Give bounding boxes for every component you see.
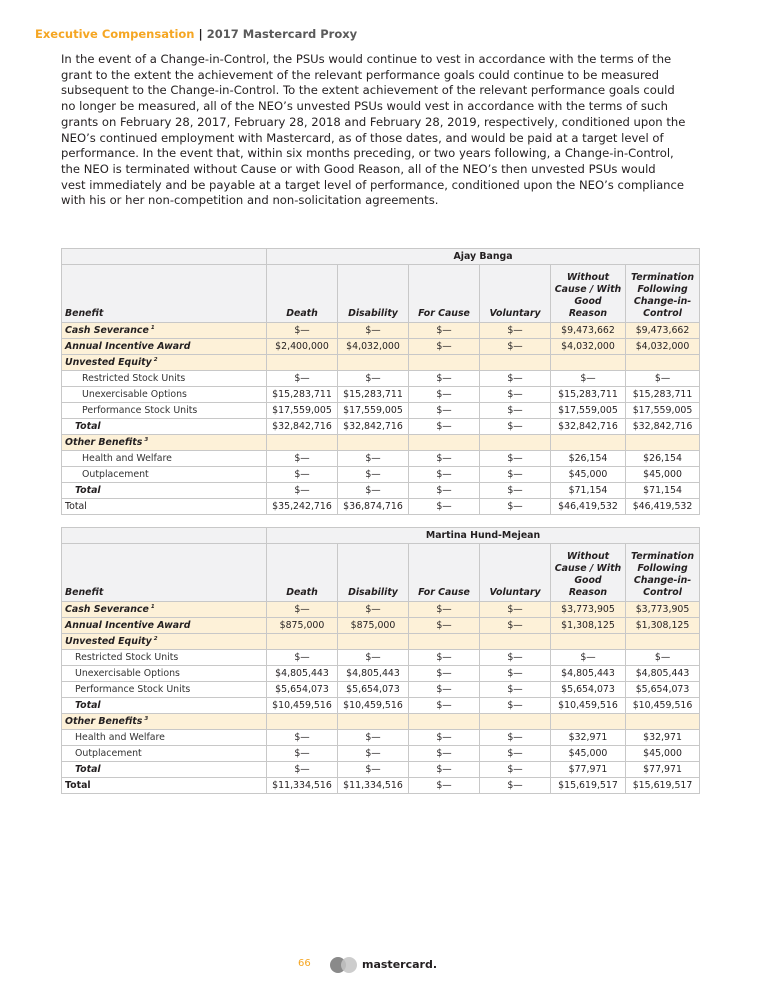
cell-without-cause: $32,842,716: [551, 419, 626, 435]
row-label-text: Total: [75, 421, 101, 432]
row-label: [62, 602, 267, 618]
cell-without-cause: $—: [551, 650, 626, 666]
table-row: [62, 323, 700, 339]
paragraph-line: the NEO is terminated without Cause or with Good Reason, all of the NEO’s then unvested PSUs would: [61, 161, 656, 176]
cell-death: $—: [267, 650, 338, 666]
cell-death: $—: [267, 467, 338, 483]
table-row: [62, 419, 700, 435]
row-label: [62, 323, 267, 339]
paragraph-line: performance. In the event that, within six months preceding, or two years following, a Change-in-Control,: [61, 146, 674, 161]
section-title: Executive Compensation: [35, 27, 195, 41]
cell-disability: $4,032,000: [338, 339, 409, 355]
cell-voluntary: $—: [480, 451, 551, 467]
cell-disability: $5,654,073: [338, 682, 409, 698]
cell-termination-cic: [626, 435, 700, 451]
cell-voluntary: $—: [480, 602, 551, 618]
cell-voluntary: [480, 435, 551, 451]
row-label-text: Other Benefits: [65, 437, 143, 449]
cell-without-cause: $32,971: [551, 730, 626, 746]
cell-for-cause: $—: [409, 602, 480, 618]
cell-disability: $—: [338, 323, 409, 339]
table-row: [62, 698, 700, 714]
cell-voluntary: $—: [480, 403, 551, 419]
table-row: [62, 730, 700, 746]
column-header-disability: Disability: [338, 265, 409, 323]
cell-death: [267, 714, 338, 730]
cell-termination-cic: [626, 634, 700, 650]
row-label-text: Total: [65, 780, 91, 791]
column-header-without-cause: Without Cause / With Good Reason: [551, 265, 626, 323]
cell-voluntary: $—: [480, 618, 551, 634]
footnote-marker: 2: [153, 356, 158, 363]
cell-for-cause: $—: [409, 499, 480, 515]
cell-death: $11,334,516: [267, 778, 338, 794]
cell-without-cause: [551, 435, 626, 451]
cell-death: $35,242,716: [267, 499, 338, 515]
cell-without-cause: $10,459,516: [551, 698, 626, 714]
row-label: [62, 762, 267, 778]
paragraph-line: NEO’s continued employment with Mastercard, as of those dates, and would be paid at a target level of: [61, 130, 664, 145]
cell-voluntary: [480, 714, 551, 730]
row-label: [62, 650, 267, 666]
cell-voluntary: $—: [480, 650, 551, 666]
cell-death: $10,459,516: [267, 698, 338, 714]
cell-disability: $17,559,005: [338, 403, 409, 419]
cell-disability: [338, 714, 409, 730]
header-spacer: [62, 249, 267, 265]
cell-for-cause: $—: [409, 403, 480, 419]
cell-death: $—: [267, 602, 338, 618]
cell-voluntary: $—: [480, 682, 551, 698]
paragraph-line: with his or her non-competition and non-solicitation agreements.: [61, 193, 439, 208]
page-footer: [0, 956, 768, 976]
cell-for-cause: $—: [409, 483, 480, 499]
footnote-marker: 3: [144, 436, 149, 443]
cell-without-cause: $9,473,662: [551, 323, 626, 339]
row-label: [62, 618, 267, 634]
row-label: [62, 451, 267, 467]
cell-without-cause: $17,559,005: [551, 403, 626, 419]
cell-termination-cic: $15,283,711: [626, 387, 700, 403]
executive-name: Ajay Banga: [267, 249, 700, 265]
cell-termination-cic: $32,842,716: [626, 419, 700, 435]
brand-name: mastercard.: [362, 958, 437, 971]
cell-voluntary: $—: [480, 730, 551, 746]
row-label-text: Outplacement: [82, 469, 149, 480]
cell-termination-cic: $77,971: [626, 762, 700, 778]
table-row: [62, 762, 700, 778]
row-label-text: Restricted Stock Units: [75, 652, 179, 663]
row-label: [62, 714, 267, 730]
cell-for-cause: $—: [409, 451, 480, 467]
cell-termination-cic: $71,154: [626, 483, 700, 499]
cell-voluntary: $—: [480, 323, 551, 339]
cell-death: [267, 634, 338, 650]
row-label: [62, 778, 267, 794]
paragraph-line: no longer be measured, all of the NEO’s unvested PSUs would vest in accordance with the terms of such: [61, 99, 669, 114]
row-label-text: Unvested Equity: [65, 357, 152, 369]
row-label-text: Health and Welfare: [75, 732, 165, 743]
row-label: [62, 698, 267, 714]
column-header-disability: Disability: [338, 544, 409, 602]
document-title: 2017 Mastercard Proxy: [206, 27, 358, 41]
table-row: [62, 602, 700, 618]
cell-disability: $—: [338, 451, 409, 467]
cell-death: $—: [267, 762, 338, 778]
cell-voluntary: $—: [480, 666, 551, 682]
row-label-text: Outplacement: [75, 748, 142, 759]
cell-for-cause: $—: [409, 323, 480, 339]
cell-disability: $15,283,711: [338, 387, 409, 403]
cell-death: $—: [267, 483, 338, 499]
row-label-text: Total: [75, 764, 101, 775]
table-row: [62, 387, 700, 403]
cell-without-cause: $3,773,905: [551, 602, 626, 618]
cell-for-cause: $—: [409, 339, 480, 355]
table-row: [62, 499, 700, 515]
row-label: [62, 682, 267, 698]
cell-for-cause: $—: [409, 746, 480, 762]
cell-termination-cic: $46,419,532: [626, 499, 700, 515]
cell-for-cause: $—: [409, 618, 480, 634]
cell-disability: $875,000: [338, 618, 409, 634]
column-header-death: Death: [267, 265, 338, 323]
paragraph-line: vest immediately and be payable at a target level of performance, conditioned upon the NEO’s compliance: [61, 177, 685, 192]
cell-without-cause: $45,000: [551, 746, 626, 762]
cell-for-cause: $—: [409, 650, 480, 666]
table-row: [62, 355, 700, 371]
footnote-marker: 1: [150, 603, 155, 610]
row-label-text: Performance Stock Units: [82, 405, 198, 416]
footnote-marker: 3: [144, 715, 149, 722]
mastercard-logo-icon: [328, 956, 360, 974]
cell-termination-cic: $3,773,905: [626, 602, 700, 618]
cell-disability: $—: [338, 371, 409, 387]
cell-for-cause: $—: [409, 666, 480, 682]
cell-disability: $—: [338, 650, 409, 666]
column-header-voluntary: Voluntary: [480, 544, 551, 602]
cell-termination-cic: $10,459,516: [626, 698, 700, 714]
table-row: [62, 339, 700, 355]
row-label: [62, 339, 267, 355]
column-header-voluntary: Voluntary: [480, 265, 551, 323]
table-row: [62, 650, 700, 666]
row-label: [62, 435, 267, 451]
cell-disability: $—: [338, 467, 409, 483]
cell-voluntary: $—: [480, 339, 551, 355]
row-label-text: Unexercisable Options: [75, 668, 180, 679]
table-row: [62, 371, 700, 387]
cell-death: [267, 435, 338, 451]
cell-death: $15,283,711: [267, 387, 338, 403]
row-label-text: Annual Incentive Award: [65, 620, 191, 631]
cell-death: $4,805,443: [267, 666, 338, 682]
cell-voluntary: $—: [480, 698, 551, 714]
cell-without-cause: [551, 355, 626, 371]
paragraph-line: grant to the extent the achievement of the relevant performance goals could continue to be measured: [61, 67, 659, 82]
row-label: [62, 666, 267, 682]
cell-termination-cic: $45,000: [626, 467, 700, 483]
cell-for-cause: $—: [409, 419, 480, 435]
cell-for-cause: $—: [409, 778, 480, 794]
cell-termination-cic: $4,032,000: [626, 339, 700, 355]
cell-without-cause: $15,619,517: [551, 778, 626, 794]
row-label: [62, 419, 267, 435]
cell-disability: $10,459,516: [338, 698, 409, 714]
cell-termination-cic: $32,971: [626, 730, 700, 746]
cell-voluntary: [480, 355, 551, 371]
cell-voluntary: $—: [480, 387, 551, 403]
cell-for-cause: $—: [409, 682, 480, 698]
cell-for-cause: [409, 714, 480, 730]
cell-disability: $4,805,443: [338, 666, 409, 682]
cell-termination-cic: [626, 355, 700, 371]
row-label-text: Restricted Stock Units: [82, 373, 186, 384]
column-header-without-cause: Without Cause / With Good Reason: [551, 544, 626, 602]
table-row: [62, 746, 700, 762]
row-label: [62, 634, 267, 650]
footnote-marker: 1: [150, 324, 155, 331]
column-header-benefit: Benefit: [62, 544, 267, 602]
cell-for-cause: $—: [409, 762, 480, 778]
cell-disability: [338, 435, 409, 451]
cell-termination-cic: $—: [626, 650, 700, 666]
cell-without-cause: $46,419,532: [551, 499, 626, 515]
table-row: [62, 666, 700, 682]
cell-disability: $32,842,716: [338, 419, 409, 435]
cell-disability: $—: [338, 730, 409, 746]
cell-termination-cic: [626, 714, 700, 730]
cell-voluntary: $—: [480, 499, 551, 515]
cell-termination-cic: $—: [626, 371, 700, 387]
cell-for-cause: [409, 634, 480, 650]
cell-disability: $—: [338, 762, 409, 778]
row-label: [62, 730, 267, 746]
cell-for-cause: $—: [409, 467, 480, 483]
row-label-text: Other Benefits: [65, 716, 143, 728]
cell-death: $5,654,073: [267, 682, 338, 698]
cell-termination-cic: $4,805,443: [626, 666, 700, 682]
column-header-for-cause: For Cause: [409, 544, 480, 602]
footnote-marker: 2: [153, 635, 158, 642]
row-label: [62, 371, 267, 387]
paragraph-line: grants on February 28, 2017, February 28, 2018 and February 28, 2019, respectively, conditioned upon the: [61, 114, 686, 129]
table-row: [62, 483, 700, 499]
table-row: [62, 451, 700, 467]
column-header-benefit: Benefit: [62, 265, 267, 323]
cell-without-cause: [551, 634, 626, 650]
cell-without-cause: $4,032,000: [551, 339, 626, 355]
header-spacer: [62, 528, 267, 544]
page-header: [35, 27, 357, 41]
cell-voluntary: $—: [480, 371, 551, 387]
cell-termination-cic: $17,559,005: [626, 403, 700, 419]
cell-without-cause: $—: [551, 371, 626, 387]
page-number: 66: [298, 958, 311, 969]
row-label: [62, 499, 267, 515]
cell-without-cause: $5,654,073: [551, 682, 626, 698]
row-label-text: Unvested Equity: [65, 636, 152, 648]
cell-termination-cic: $9,473,662: [626, 323, 700, 339]
cell-disability: $—: [338, 602, 409, 618]
row-label: [62, 467, 267, 483]
cell-termination-cic: $45,000: [626, 746, 700, 762]
cell-disability: [338, 355, 409, 371]
table-row: [62, 682, 700, 698]
body-paragraph: [61, 52, 701, 209]
cell-disability: $—: [338, 746, 409, 762]
cell-for-cause: [409, 435, 480, 451]
row-label-text: Performance Stock Units: [75, 684, 191, 695]
row-label: [62, 483, 267, 499]
executive-name: Martina Hund-Mejean: [267, 528, 700, 544]
cell-without-cause: $26,154: [551, 451, 626, 467]
cell-death: $17,559,005: [267, 403, 338, 419]
cell-without-cause: [551, 714, 626, 730]
row-label-text: Cash Severance: [65, 604, 149, 616]
table-row: [62, 618, 700, 634]
cell-without-cause: $15,283,711: [551, 387, 626, 403]
compensation-table-hund-mejean: [61, 527, 700, 794]
row-label-text: Annual Incentive Award: [65, 341, 191, 352]
column-header-for-cause: For Cause: [409, 265, 480, 323]
row-label: [62, 387, 267, 403]
cell-death: $32,842,716: [267, 419, 338, 435]
cell-death: $—: [267, 746, 338, 762]
row-label-text: Total: [75, 700, 101, 711]
cell-voluntary: $—: [480, 778, 551, 794]
cell-without-cause: $1,308,125: [551, 618, 626, 634]
cell-for-cause: $—: [409, 387, 480, 403]
table-row: [62, 714, 700, 730]
table-row: [62, 634, 700, 650]
cell-without-cause: $77,971: [551, 762, 626, 778]
cell-termination-cic: $1,308,125: [626, 618, 700, 634]
cell-death: $875,000: [267, 618, 338, 634]
cell-disability: $—: [338, 483, 409, 499]
row-label-text: Health and Welfare: [82, 453, 172, 464]
cell-without-cause: $4,805,443: [551, 666, 626, 682]
cell-for-cause: [409, 355, 480, 371]
row-label-text: Unexercisable Options: [82, 389, 187, 400]
cell-voluntary: $—: [480, 762, 551, 778]
cell-voluntary: $—: [480, 419, 551, 435]
cell-death: $—: [267, 323, 338, 339]
cell-disability: $11,334,516: [338, 778, 409, 794]
cell-without-cause: $45,000: [551, 467, 626, 483]
cell-death: $—: [267, 371, 338, 387]
compensation-table-banga: [61, 248, 700, 515]
cell-disability: $36,874,716: [338, 499, 409, 515]
cell-voluntary: $—: [480, 746, 551, 762]
cell-death: [267, 355, 338, 371]
table-row: [62, 467, 700, 483]
cell-disability: [338, 634, 409, 650]
cell-death: $—: [267, 451, 338, 467]
cell-without-cause: $71,154: [551, 483, 626, 499]
cell-death: $2,400,000: [267, 339, 338, 355]
table-row: [62, 435, 700, 451]
row-label: [62, 403, 267, 419]
cell-voluntary: $—: [480, 467, 551, 483]
table-row: [62, 403, 700, 419]
cell-voluntary: $—: [480, 483, 551, 499]
cell-termination-cic: $26,154: [626, 451, 700, 467]
paragraph-line: In the event of a Change-in-Control, the PSUs would continue to vest in accordance with the terms of the: [61, 52, 672, 66]
column-header-death: Death: [267, 544, 338, 602]
cell-for-cause: $—: [409, 371, 480, 387]
row-label-text: Cash Severance: [65, 325, 149, 337]
row-label: [62, 355, 267, 371]
header-separator: |: [198, 27, 203, 41]
cell-for-cause: $—: [409, 698, 480, 714]
table-row: [62, 778, 700, 794]
column-header-termination-cic: Termination Following Change-in-Control: [626, 544, 700, 602]
row-label-text: Total: [65, 501, 87, 512]
cell-for-cause: $—: [409, 730, 480, 746]
cell-voluntary: [480, 634, 551, 650]
row-label-text: Total: [75, 485, 101, 496]
cell-death: $—: [267, 730, 338, 746]
cell-termination-cic: $15,619,517: [626, 778, 700, 794]
paragraph-line: subsequent to the Change-in-Control. To the extent achievement of the relevant performance goals could: [61, 83, 675, 98]
cell-termination-cic: $5,654,073: [626, 682, 700, 698]
row-label: [62, 746, 267, 762]
column-header-termination-cic: Termination Following Change-in-Control: [626, 265, 700, 323]
